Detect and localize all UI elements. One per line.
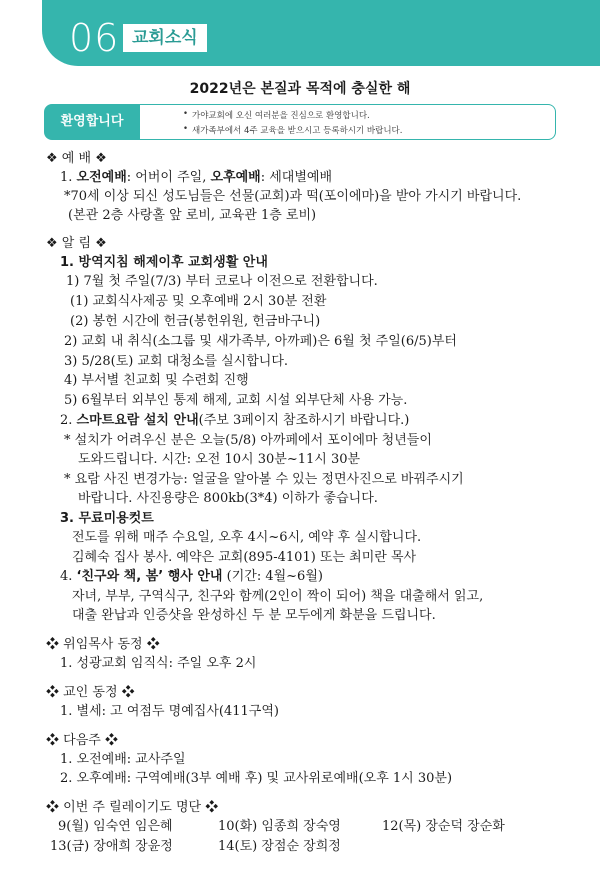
announcement-2-number: 2. [60, 413, 73, 428]
welcome-line: • 새가족부에서 4주 교육을 받으시고 등록하시기 바랍니다. [192, 124, 402, 136]
announcement-4 [60, 569, 323, 585]
announcement-2 [60, 413, 409, 429]
relay-prayer-entry: 12(목) 장순덕 장순화 [382, 819, 505, 834]
announcement-3-title: 3. 무료미용컷트 [60, 511, 154, 526]
announcement-line: 전도를 위해 매주 수요일, 오후 4시~6시, 예약 후 실시합니다. [72, 530, 422, 545]
announcement-line: 3) 5/28(토) 교회 대청소를 실시합니다. [64, 354, 289, 369]
morning-worship-label: 오전예배 [76, 170, 127, 185]
announcement-1-title: 1. 방역지침 해제이후 교회생활 안내 [60, 255, 268, 270]
announcement-line: 바랍니다. 사진용량은 800kb(3*4) 이하가 좋습니다. [78, 491, 378, 506]
next-week-line: 1. 오전예배: 교사주일 [60, 752, 186, 767]
announcements-heading: ❖ 알 림 ❖ [46, 236, 107, 251]
announcement-2-suffix: (주보 3페이지 참조하시기 바랍니다.) [198, 413, 410, 428]
pastor-news-heading: ❖ 위임목사 동정 ❖ [46, 637, 160, 652]
announcement-line: (1) 교회식사제공 및 오후예배 2시 30분 전환 [70, 294, 327, 309]
welcome-box [44, 104, 556, 140]
welcome-content [140, 104, 556, 140]
announcement-4-suffix: (기간: 4월~6월) [222, 569, 323, 584]
worship-item [60, 170, 332, 186]
announcement-line: 도와드립니다. 시간: 오전 10시 30분~11시 30분 [78, 452, 361, 467]
relay-prayer-entry: 9(월) 임숙연 임은혜 [58, 819, 173, 834]
member-news-heading: ❖ 교인 동정 ❖ [46, 685, 135, 700]
member-news-line: 1. 별세: 고 여점두 명예집사(411구역) [60, 704, 279, 719]
announcement-line: 대출 완납과 인증샷을 완성하신 두 분 모두에게 화분을 드립니다. [72, 608, 436, 623]
worship-note: (본관 2층 사랑홀 앞 로비, 교육관 1층 로비) [68, 208, 317, 223]
announcement-line: 5) 6월부터 외부인 통제 해제, 교회 시설 외부단체 사용 가능. [64, 393, 408, 408]
announcement-2-title: 스마트요람 설치 안내 [76, 413, 199, 428]
relay-prayer-entry: 14(토) 장점순 장희정 [218, 839, 341, 854]
afternoon-worship-text: : 세대별예배 [260, 170, 333, 185]
pastor-news-line: 1. 성광교회 임직식: 주일 오후 2시 [60, 656, 257, 671]
announcement-4-number: 4. [60, 569, 73, 584]
announcement-line: 김혜숙 집사 봉사. 예약은 교회(895-4101) 또는 최미란 목사 [72, 550, 417, 565]
announcement-line: 자녀, 부부, 구역식구, 친구와 함께(2인이 짝이 되어) 책을 대출해서 읽고, [72, 589, 484, 604]
announcement-line: * 설치가 어려우신 분은 오늘(5/8) 아까페에서 포이에마 청년들이 [64, 433, 432, 448]
next-week-line: 2. 오후예배: 구역예배(3부 예배 후) 및 교사위로예배(오후 1시 30분) [60, 771, 453, 786]
relay-prayer-entry: 13(금) 장애희 장윤정 [50, 839, 173, 854]
announcement-line: * 요람 사진 변경가능: 얼굴을 알아볼 수 있는 정면사진으로 바꿔주시기 [64, 472, 464, 487]
worship-note: *70세 이상 되신 성도님들은 선물(교회)과 떡(포이에마)을 받아 가시기 바랍니다. [64, 189, 522, 204]
morning-worship-text: : 어버이 주일, [126, 170, 211, 185]
relay-prayer-heading: ❖ 이번 주 릴레이기도 명단 ❖ [46, 800, 219, 815]
announcement-line: (2) 봉헌 시간에 헌금(봉헌위원, 헌금바구니) [70, 314, 321, 329]
announcement-line: 2) 교회 내 취식(소그룹 및 새가족부, 아까페)은 6월 첫 주일(6/5)부터 [64, 334, 457, 349]
afternoon-worship-label: 오후예배 [210, 170, 261, 185]
relay-prayer-entry: 10(화) 임종희 장숙영 [218, 819, 341, 834]
announcement-4-title: ‘친구와 책, 봄’ 행사 안내 [76, 569, 223, 584]
announcement-line: 4) 부서별 친교회 및 수련회 진행 [64, 373, 249, 388]
year-theme: 2022년은 본질과 목적에 충실한 해 [189, 81, 411, 97]
section-title: 교회소식 [123, 24, 207, 52]
next-week-heading: ❖ 다음주 ❖ [46, 733, 118, 748]
worship-heading: ❖ 예 배 ❖ [46, 151, 107, 166]
section-number: 06 [69, 16, 120, 60]
worship-item-number: 1. [60, 170, 73, 185]
announcement-line: 1) 7월 첫 주일(7/3) 부터 코로나 이전으로 전환합니다. [66, 274, 378, 289]
welcome-label: 환영합니다 [44, 104, 140, 140]
welcome-line: • 가야교회에 오신 여러분을 진심으로 환영합니다. [192, 109, 370, 121]
